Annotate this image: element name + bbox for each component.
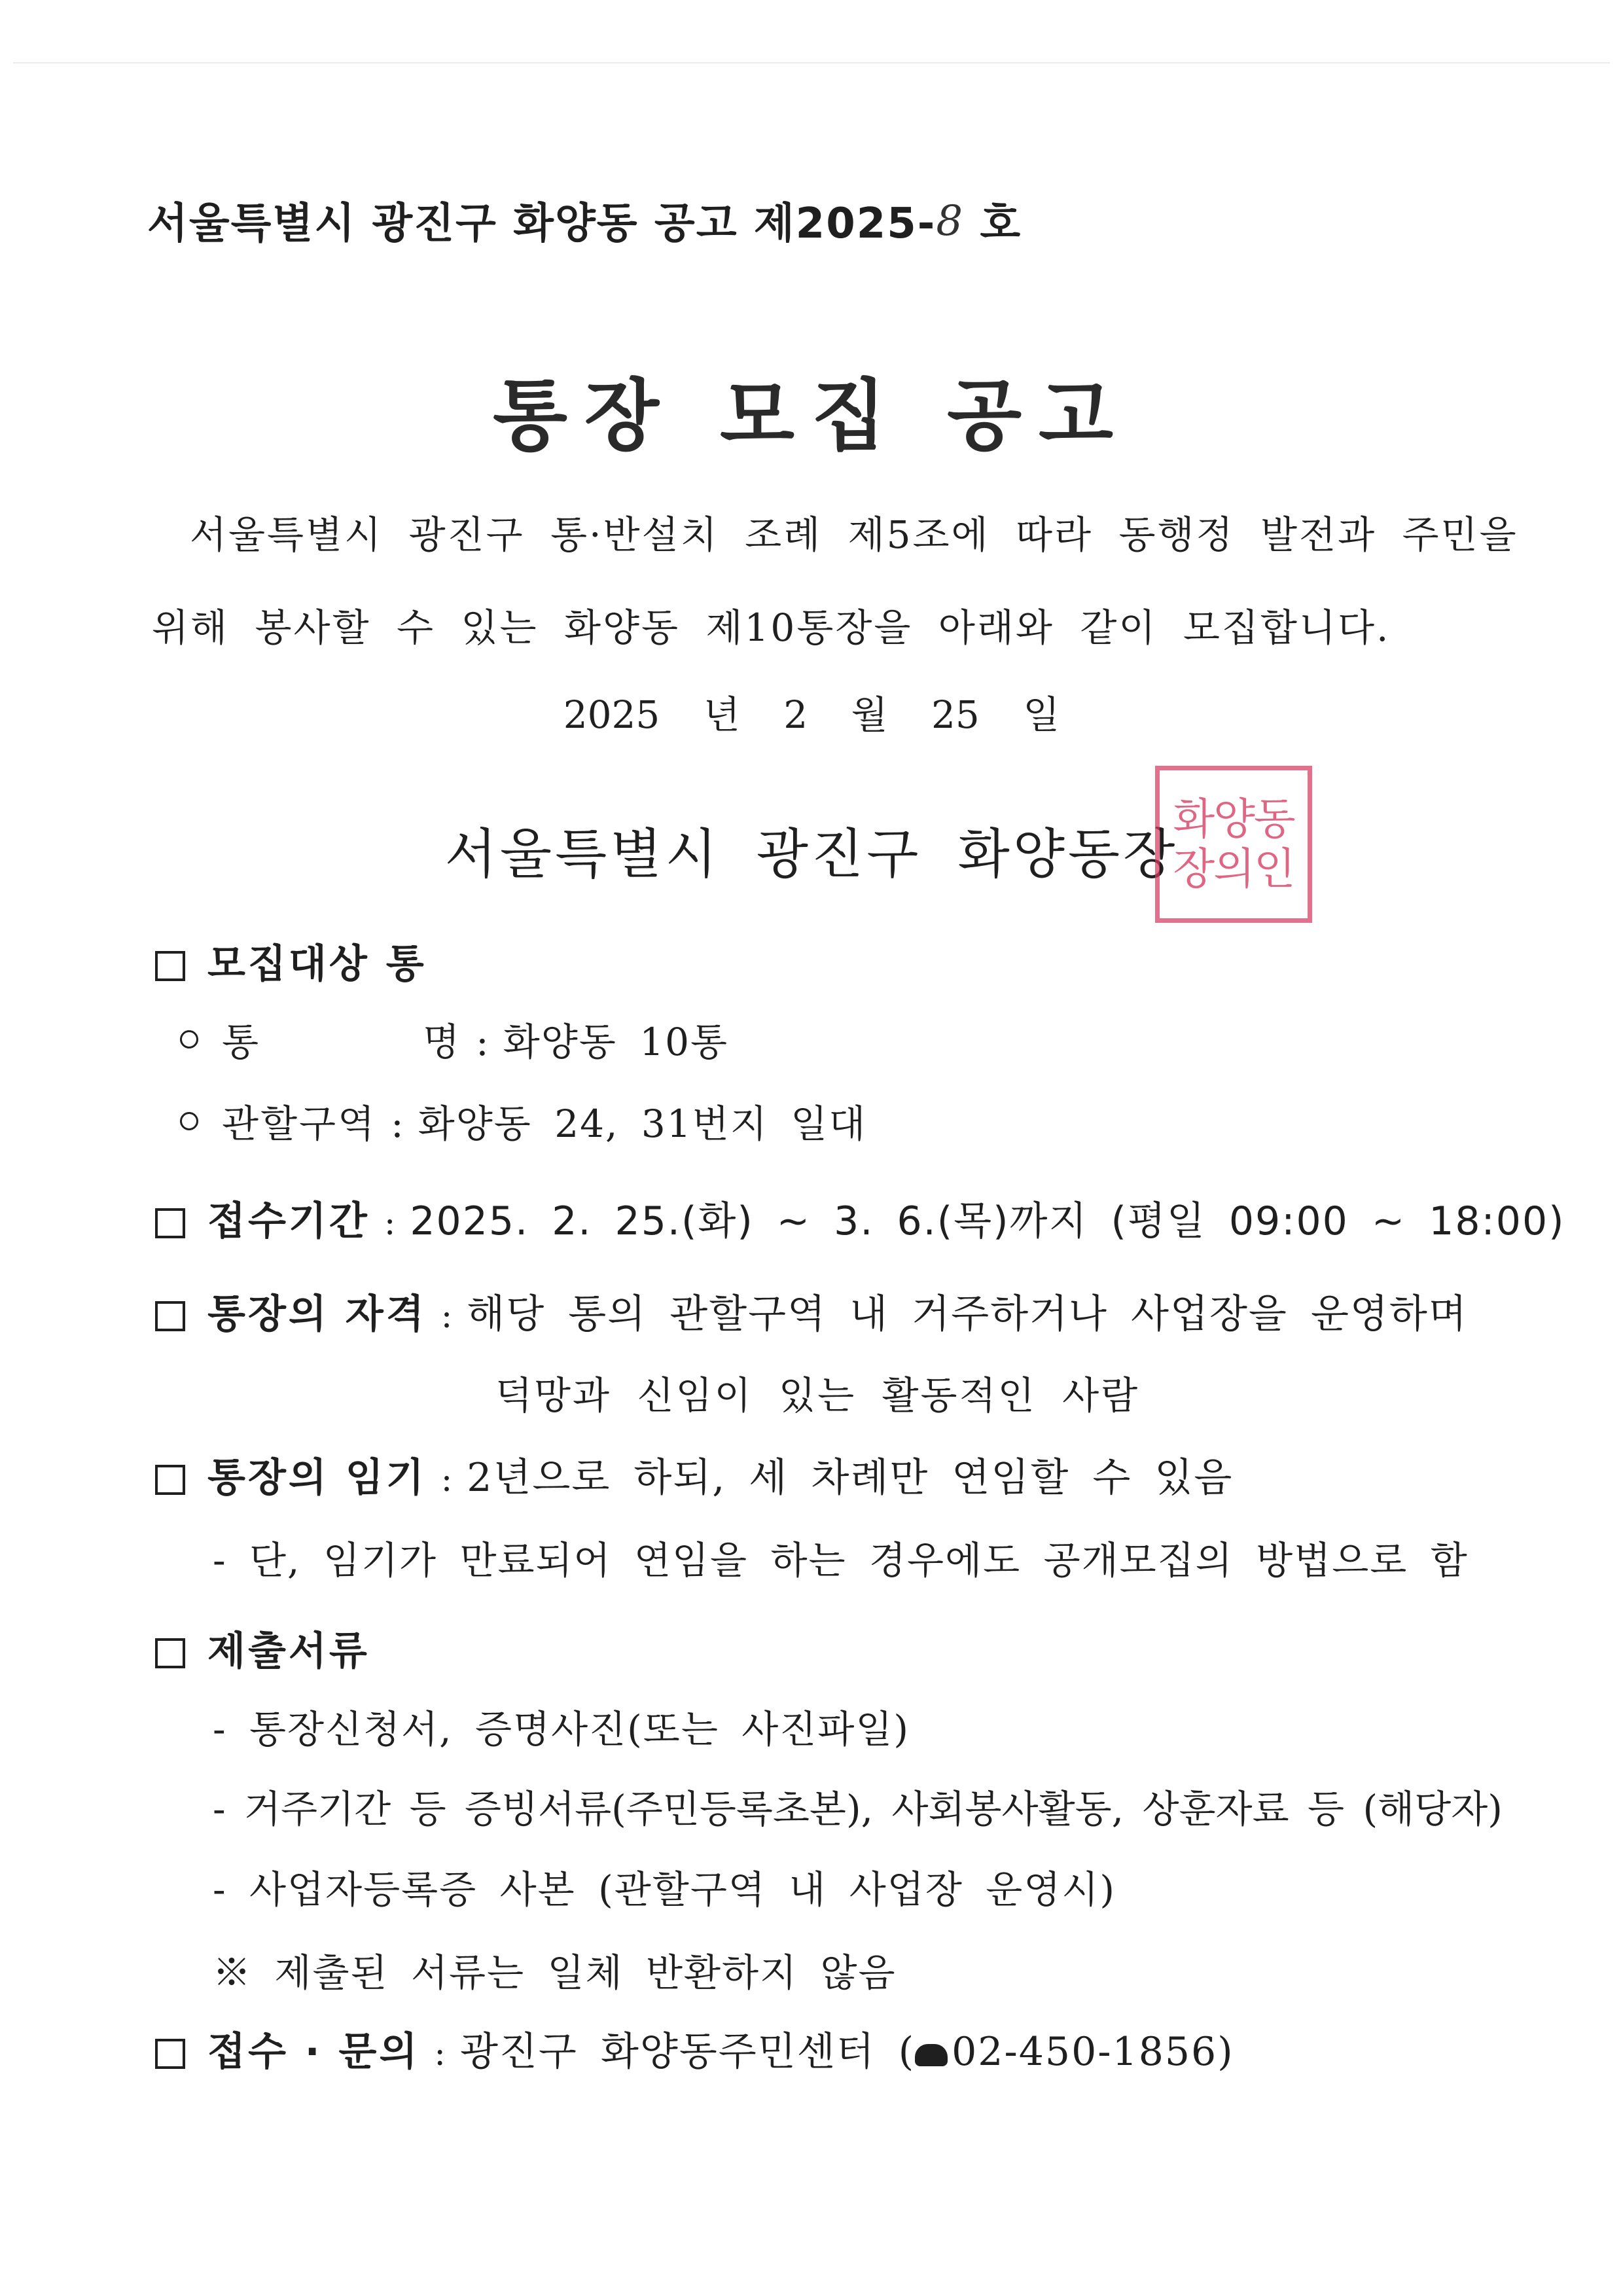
notice-date: 2025 년 2 월 25 일 [563,692,1060,737]
official-seal-stamp [1155,766,1312,923]
section-target-heading: 모집대상 통 [207,941,427,987]
qualification-continuation: 덕망과 신임이 있는 활동적인 사람 [495,1373,1140,1418]
intro-line-1: 서울특별시 광진구 통·반설치 조례 제5조에 따라 동행정 발전과 주민을 [190,512,1518,557]
circle-bullet-icon [180,1112,198,1130]
target-item-name: 통 명 : 화양동 10통 [180,1011,728,1066]
page-title: 통장 모집 공고 [492,370,1131,461]
section-contact: 접수 · 문의 : 광진구 화양동주민센터 ( 02-450-1856) [155,2020,1234,2077]
target-item-value: 화양동 24, 31번지 일대 [418,1102,867,1146]
contact-phone: 02-450-1856) [952,2029,1234,2075]
section-target [155,933,427,989]
document-item: - 거주기간 등 증빙서류(주민등록초본), 사회봉사활동, 상훈자료 등 (해당자) [213,1787,1503,1831]
intro-line-2: 위해 봉사할 수 있는 화양동 제10통장을 아래와 같이 모집합니다. [152,605,1391,650]
seal-line-2: 장의인 [1173,844,1294,894]
checkbox-icon [155,1208,185,1238]
notice-suffix: 호 [964,200,1022,248]
checkbox-icon [155,1301,185,1331]
circle-bullet-icon [180,1030,198,1049]
section-qualification: 통장의 자격 : 해당 통의 관할구역 내 거주하거나 사업장을 운영하며 [155,1283,1468,1339]
scan-edge-line [13,62,1610,63]
section-documents-heading: 제출서류 [207,1628,370,1674]
section-period-value: 2025. 2. 25.(화) ~ 3. 6.(목)까지 (평일 09:00 ~ 18:00) [410,1198,1565,1244]
checkbox-icon [155,951,185,981]
notice-prefix: 서울특별시 광진구 화양동 공고 제2025- [147,200,936,248]
document-item: - 사업자등록증 사본 (관할구역 내 사업장 운영시) [213,1867,1116,1912]
telephone-icon [915,2044,948,2066]
issuer-name: 서울특별시 광진구 화양동장 [444,823,1179,886]
section-documents [155,1620,370,1676]
section-contact-value: 광진구 화양동주민센터 ( [459,2029,916,2075]
section-qualification-heading: 통장의 자격 [207,1291,427,1337]
section-qualification-value: 해당 통의 관할구역 내 거주하거나 사업장을 운영하며 [467,1291,1468,1337]
checkbox-icon [155,2039,185,2069]
term-note: - 단, 임기가 만료되어 연임을 하는 경우에도 공개모집의 방법으로 함 [213,1538,1469,1583]
document-item: - 통장신청서, 증명사진(또는 사진파일) [213,1707,910,1751]
target-item-value: 화양동 10통 [503,1020,729,1064]
checkbox-icon [155,1638,185,1668]
checkbox-icon [155,1465,185,1495]
section-term-heading: 통장의 임기 [207,1455,427,1501]
target-item-label: 통 명 [222,1020,462,1064]
section-term-value: 2년으로 하되, 세 차례만 연임할 수 있음 [467,1455,1234,1501]
section-contact-heading: 접수 · 문의 [207,2029,420,2075]
seal-line-1: 화양동 [1173,794,1294,845]
notice-number-line [147,190,1022,250]
target-item-area: 관할구역 : 화양동 24, 31번지 일대 [180,1093,866,1148]
section-period: 접수기간 : 2025. 2. 25.(화) ~ 3. 6.(목)까지 (평일 09:00 ~ 18:00) [155,1190,1565,1246]
target-item-label: 관할구역 [222,1102,377,1146]
section-period-heading: 접수기간 [207,1198,370,1244]
documents-note: ※ 제출된 서류는 일체 반환하지 않음 [213,1950,897,1995]
section-term: 통장의 임기 : 2년으로 하되, 세 차례만 연임할 수 있음 [155,1446,1233,1503]
handwritten-notice-number: 8 [936,197,965,245]
